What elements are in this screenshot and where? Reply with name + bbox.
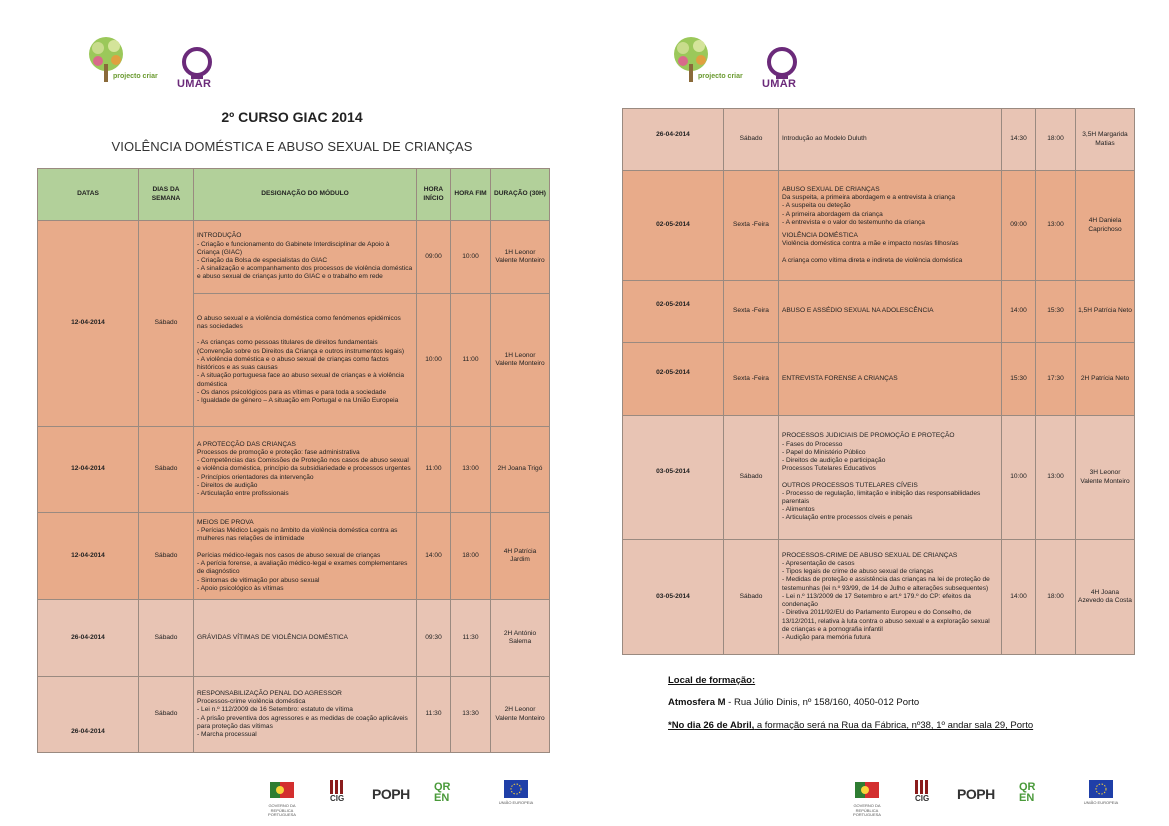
poph-logo — [370, 778, 428, 814]
module-line: - Articulação entre profissionais — [197, 490, 289, 497]
module-line: - A suspeita ou deteção — [782, 202, 851, 210]
module-line: Perícias médico-legais nos casos de abuso sexual de crianças — [197, 551, 381, 559]
module-line — [782, 249, 998, 257]
criar-logo-text: projecto criar — [698, 73, 743, 80]
table-row — [623, 281, 1135, 343]
row-day: Sexta -Feira — [724, 171, 779, 281]
module-line: MEIOS DE PROVA — [197, 519, 254, 527]
module-line: A PROTECÇÃO DAS CRIANÇAS — [197, 440, 296, 448]
cig-label: CIG — [330, 794, 345, 803]
eu-label: UNIÃO EUROPEIA — [1083, 800, 1119, 805]
row-start: 09:00 — [417, 221, 451, 294]
module-line: INTRODUÇÃO — [197, 232, 242, 240]
module-line: Processos Tutelares Educativos — [782, 465, 876, 473]
row-duration: 2H Patrícia Neto — [1076, 343, 1135, 416]
row-date: 03-05-2014 — [623, 540, 724, 655]
module-line: - Perícias Médico Legais no âmbito da violência doméstica contra as mulheres nas relações de intimidade — [197, 527, 398, 543]
module-line: Introdução ao Modelo Duluth — [782, 135, 867, 143]
april-26-note — [668, 720, 1033, 731]
umar-logo-text: UMAR — [177, 78, 212, 90]
location-address: - Rua Júlio Dinis, nº 158/160, 4050-012 Porto — [725, 697, 920, 708]
module-line: Violência doméstica contra a mãe e impacto nos/as filhos/as — [782, 240, 959, 248]
criar-logo-text: projecto criar — [113, 73, 158, 80]
header-end: HORA FIM — [451, 169, 491, 221]
umar-logo — [175, 45, 227, 90]
footer-logos — [847, 778, 1122, 818]
row-module — [779, 109, 1002, 171]
row-duration: 2H António Salema — [491, 600, 550, 677]
row-module — [779, 343, 1002, 416]
module-line: RESPONSABILIZAÇÃO PENAL DO AGRESSOR — [197, 689, 342, 697]
module-line: - Princípios orientadores da intervenção — [197, 473, 314, 481]
row-start: 14:00 — [1002, 540, 1036, 655]
module-line: - Articulação entre processos cíveis e penais — [782, 514, 913, 522]
module-line: - Processo de regulação, limitação e inibição das responsabilidades parentais — [782, 489, 981, 505]
row-day: Sábado — [139, 600, 194, 677]
row-duration: 3,5H Margarida Matias — [1076, 109, 1135, 171]
gov-label: GOVERNO DA REPÚBLICA PORTUGUESA — [268, 803, 296, 817]
row-module — [779, 416, 1002, 540]
row-day: Sábado — [139, 221, 194, 427]
module-line — [197, 331, 413, 339]
module-line: GRÁVIDAS VÍTIMAS DE VIOLÊNCIA DOMÉSTICA — [197, 633, 348, 641]
module-line: Processos de promoção e proteção: fase administrativa — [197, 448, 360, 456]
module-line: - Diretiva 2011/92/EU do Parlamento Europeu e do Conselho, de 13/12/2011, relativa à luta contra o abuso sexual e a exploração sexual de crianças e a pornografia infantil — [782, 609, 990, 633]
module-line: ENTREVISTA FORENSE A CRIANÇAS — [782, 374, 898, 382]
row-duration: 1,5H Patrícia Neto — [1076, 281, 1135, 343]
module-line: - A perícia forense, a avaliação médico-legal e exames complementares de diagnóstico — [197, 560, 408, 576]
row-duration: 1H Leonor Valente Monteiro — [491, 221, 550, 294]
header-start: HORA INÍCIO — [417, 169, 451, 221]
row-day: Sábado — [139, 513, 194, 600]
cig-label: CIG — [915, 794, 930, 803]
eu-label: UNIÃO EUROPEIA — [498, 800, 534, 805]
row-start: 11:30 — [417, 677, 451, 753]
row-start: 09:30 — [417, 600, 451, 677]
table-row — [38, 427, 550, 513]
row-duration: 2H Joana Trigó — [491, 427, 550, 513]
umar-logo — [760, 45, 812, 90]
row-end: 13:30 — [451, 677, 491, 753]
training-location-address — [668, 697, 919, 708]
row-module — [779, 171, 1002, 281]
module-line: - Lei n.º 113/2009 de 17 Setembro e art.º 179.º do CP: efeitos da condenação — [782, 592, 971, 609]
module-line: - Criação e funcionamento do Gabinete Interdisciplinar de Apoio à Criança (GIAC) — [197, 240, 390, 256]
row-start: 10:00 — [417, 294, 451, 427]
row-start: 15:30 — [1002, 343, 1036, 416]
module-line: - Medidas de proteção e assistência das crianças na lei de proteção de testemunhas (lei n.º 93/99, de 14 de Julho e alterações subsequentes) — [782, 576, 990, 592]
row-start: 14:00 — [417, 513, 451, 600]
row-duration: 3H Leonor Valente Monteiro — [1076, 416, 1135, 540]
module-line: A criança como vítima direta e indireta de violência doméstica — [782, 256, 963, 264]
row-end: 11:30 — [451, 600, 491, 677]
module-line: - A situação portuguesa face ao abuso sexual de crianças e à violência doméstica — [197, 372, 405, 388]
row-day: Sábado — [724, 540, 779, 655]
qren-logo — [1019, 778, 1063, 814]
header-dates: DATAS — [38, 169, 139, 221]
row-start: 14:00 — [1002, 281, 1036, 343]
row-duration: 4H Daniela Caprichoso — [1076, 171, 1135, 281]
projecto-criar-logo — [671, 34, 719, 98]
module-line: - As crianças como pessoas titulares de direitos fundamentais (Convenção sobre os Direitos da Criança e outros instrumentos legais) — [197, 339, 405, 355]
row-end: 13:00 — [1036, 416, 1076, 540]
module-line: - Papel do Ministério Público — [782, 448, 866, 456]
row-duration: 1H Leonor Valente Monteiro — [491, 294, 550, 427]
row-date: 26-04-2014 — [623, 109, 724, 171]
eu-flag-icon — [1089, 780, 1113, 798]
row-module — [194, 427, 417, 513]
umar-emblem-icon — [760, 45, 812, 79]
module-line: - Sintomas de vitimação por abuso sexual — [197, 576, 320, 584]
row-end: 10:00 — [451, 221, 491, 294]
row-day: Sábado — [139, 427, 194, 513]
row-start: 14:30 — [1002, 109, 1036, 171]
row-day: Sábado — [139, 677, 194, 753]
row-module — [194, 221, 417, 294]
module-line: - Marcha processual — [197, 730, 257, 738]
module-line: - Apresentação de casos — [782, 560, 855, 568]
module-line: Processos-crime violência doméstica — [197, 698, 306, 706]
module-line: - Fases do Processo — [782, 440, 843, 448]
module-line: - Os danos psicológicos para as vítimas e para toda a sociedade — [197, 388, 387, 396]
table-row — [38, 221, 550, 294]
row-end: 18:00 — [1036, 109, 1076, 171]
table-header-row — [38, 169, 550, 221]
course-subtitle: VIOLÊNCIA DOMÉSTICA E ABUSO SEXUAL DE CRIANÇAS — [111, 139, 473, 154]
module-line: - Criação da Bolsa de especialistas do GIAC — [197, 257, 328, 264]
module-line: OUTROS PROCESSOS TUTELARES CÍVEIS — [782, 481, 918, 489]
row-date: 02-05-2014 — [623, 281, 724, 343]
location-title-text: Local de formação: — [668, 675, 756, 686]
header-weekday: DIAS DA SEMANA — [139, 169, 194, 221]
row-end: 13:00 — [1036, 171, 1076, 281]
footer-logos — [262, 778, 537, 818]
row-end: 18:00 — [1036, 540, 1076, 655]
table-row — [38, 677, 550, 753]
note-text: a formação será na Rua da Fábrica, nº38, 1º andar sala 29, Porto — [754, 720, 1034, 731]
poph-label: POPH — [372, 786, 410, 802]
eu-logo — [498, 778, 538, 814]
row-end: 11:00 — [451, 294, 491, 427]
module-line: - Igualdade de género – A situação em Portugal e na União Europeia — [197, 396, 399, 404]
poph-label: POPH — [957, 786, 995, 802]
row-module — [194, 677, 417, 753]
module-line: - A prisão preventiva dos agressores e as medidas de coação aplicáveis para proteção das vítimas — [197, 714, 408, 730]
row-module — [779, 281, 1002, 343]
module-line — [782, 473, 998, 481]
umar-emblem-icon — [175, 45, 227, 79]
table-row — [38, 513, 550, 600]
row-date: 02-05-2014 — [623, 171, 724, 281]
module-line — [197, 544, 413, 552]
qren-logo — [434, 778, 478, 814]
module-line: - Competências das Comissões de Proteção nos casos de abuso sexual e violência doméstica, princípio da subsidiariedade e processos urgentes — [197, 457, 411, 473]
row-day: Sexta -Feira — [724, 343, 779, 416]
table-row — [623, 171, 1135, 281]
row-end: 18:00 — [451, 513, 491, 600]
module-line: - A entrevista e o valor do testemunho da criança — [782, 218, 925, 226]
row-module — [194, 513, 417, 600]
row-end: 13:00 — [451, 427, 491, 513]
eu-logo — [1083, 778, 1123, 814]
umar-logo-text: UMAR — [762, 78, 797, 90]
eu-flag-icon — [504, 780, 528, 798]
module-line: ABUSO E ASSÉDIO SEXUAL NA ADOLESCÊNCIA — [782, 307, 934, 315]
table-row — [623, 416, 1135, 540]
module-line: - Lei n.º 112/2009 de 16 Setembro: estatuto de vítima — [197, 706, 353, 714]
row-date: 26-04-2014 — [38, 677, 139, 753]
left-page — [0, 0, 584, 826]
row-date: 03-05-2014 — [623, 416, 724, 540]
right-page — [585, 0, 1169, 826]
module-line: - Alimentos — [782, 506, 815, 514]
table-row — [623, 109, 1135, 171]
module-line: - Apoio psicológico às vítimas — [197, 584, 284, 592]
row-duration: 4H Joana Azevedo da Costa — [1076, 540, 1135, 655]
row-start: 09:00 — [1002, 171, 1036, 281]
row-duration: 4H Patrícia Jardim — [491, 513, 550, 600]
course-title: 2º CURSO GIAC 2014 — [221, 109, 363, 125]
row-date: 02-05-2014 — [623, 343, 724, 416]
note-bold: *No dia 26 de Abril, — [668, 720, 755, 731]
row-day: Sábado — [724, 109, 779, 171]
row-end: 15:30 — [1036, 281, 1076, 343]
poph-logo — [955, 778, 1013, 814]
table-row — [38, 600, 550, 677]
table-row — [623, 540, 1135, 655]
row-module — [779, 540, 1002, 655]
row-date: 12-04-2014 — [38, 221, 139, 427]
cig-logo — [903, 778, 943, 814]
header-module: DESIGNAÇÃO DO MÓDULO — [194, 169, 417, 221]
module-line: PROCESSOS JUDICIAIS DE PROMOÇÃO E PROTEÇÃO — [782, 432, 955, 440]
row-end: 17:30 — [1036, 343, 1076, 416]
header-duration: DURAÇÃO (30H) — [491, 169, 550, 221]
row-module — [194, 294, 417, 427]
module-line: - A violência doméstica e o abuso sexual de crianças como factos históricos e as suas causas — [197, 355, 389, 372]
row-day: Sábado — [724, 416, 779, 540]
row-date: 12-04-2014 — [38, 513, 139, 600]
module-line: ABUSO SEXUAL DE CRIANÇAS — [782, 186, 880, 194]
row-duration: 2H Leonor Valente Monteiro — [491, 677, 550, 753]
module-line: - A sinalização e acompanhamento dos processos de violência doméstica e abuso sexual de crianças junto do GIAC e o trabalho em rede — [197, 265, 413, 281]
row-date: 12-04-2014 — [38, 427, 139, 513]
row-module — [194, 600, 417, 677]
module-line: Da suspeita, a primeira abordagem e a entrevista à criança — [782, 194, 955, 202]
table-row — [623, 343, 1135, 416]
qren-label: QREN — [1019, 781, 1036, 804]
row-day: Sexta -Feira — [724, 281, 779, 343]
row-start: 11:00 — [417, 427, 451, 513]
module-line: - A primeira abordagem da criança — [782, 210, 883, 218]
training-location-title — [668, 675, 755, 686]
module-line: VIOLÊNCIA DOMÉSTICA — [782, 232, 858, 240]
module-line: - Tipos legais de crime de abuso sexual de crianças — [782, 568, 934, 576]
module-line: - Direitos de audição e participação — [782, 456, 886, 464]
row-date: 26-04-2014 — [38, 600, 139, 677]
location-name: Atmosfera M — [668, 697, 726, 708]
schedule-table-right — [622, 108, 1135, 655]
qren-label: QREN — [434, 781, 451, 804]
module-line: O abuso sexual e a violência doméstica como fenómenos epidémicos nas sociedades — [197, 314, 401, 331]
module-line: PROCESSOS-CRIME DE ABUSO SEXUAL DE CRIANÇAS — [782, 551, 958, 559]
gov-label: GOVERNO DA REPÚBLICA PORTUGUESA — [853, 803, 881, 817]
projecto-criar-logo — [86, 34, 134, 98]
module-line: - Audição para memória futura — [782, 633, 871, 641]
cig-logo — [318, 778, 358, 814]
module-line: - Direitos de audição — [197, 481, 258, 489]
row-start: 10:00 — [1002, 416, 1036, 540]
schedule-table-left — [37, 168, 550, 753]
